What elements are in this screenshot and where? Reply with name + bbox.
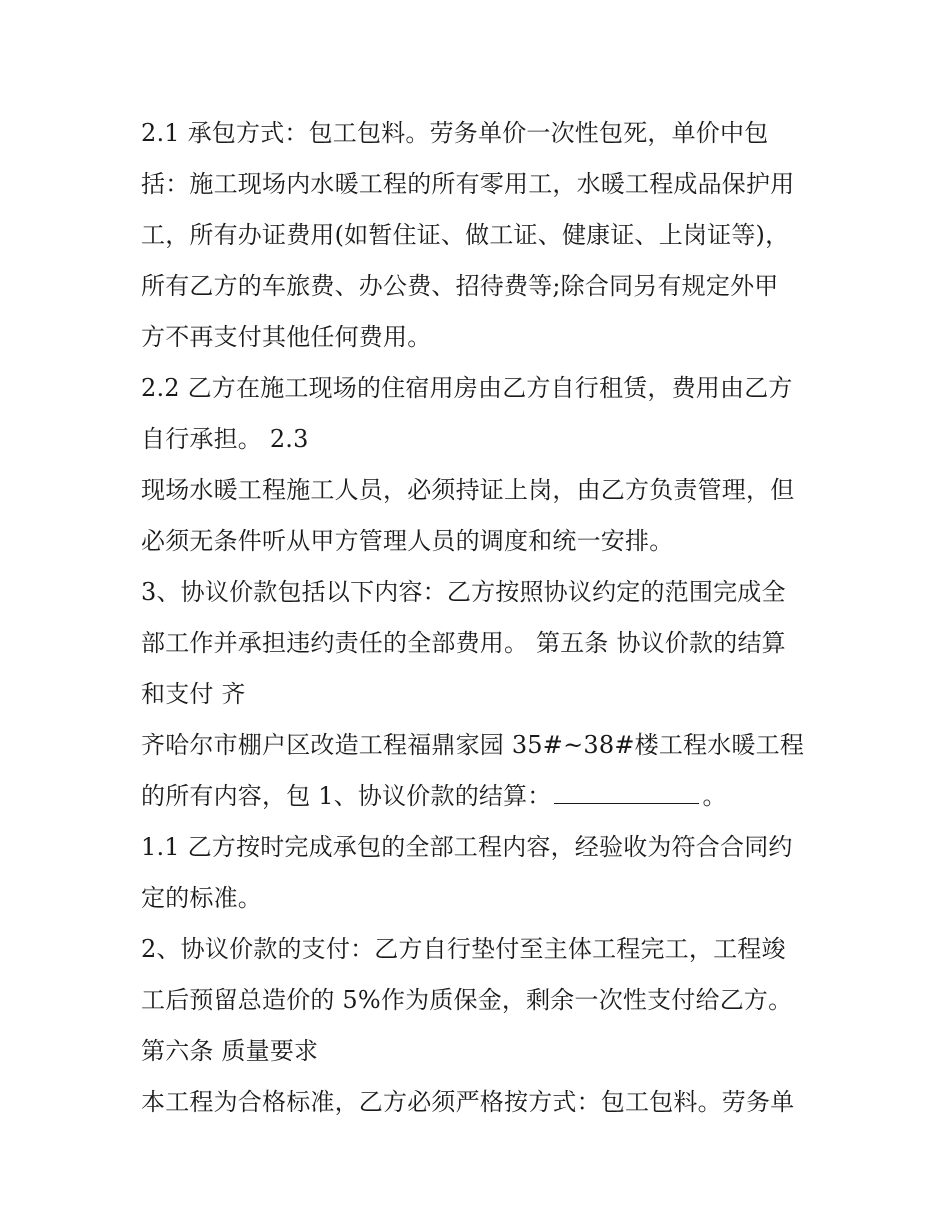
- text-line: 2、协议价款的支付：乙方自行垫付至主体工程完工，工程竣: [141, 935, 786, 963]
- document-body: [141, 108, 821, 1128]
- text-line: 1.1 乙方按时完成承包的全部工程内容，经验收为符合合同约: [141, 833, 793, 861]
- text-line: 工，所有办证费用(如暂住证、做工证、健康证、上岗证等)，: [141, 221, 790, 249]
- text-line: 方不再支付其他任何费用。: [141, 323, 432, 351]
- text-line: 现场水暖工程施工人员，必须持证上岗，由乙方负责管理，但: [141, 476, 795, 504]
- text-line: 和支付 齐: [141, 680, 246, 708]
- settlement-period: 。: [702, 782, 727, 810]
- text-line: 自行承担。 2.3: [141, 425, 309, 453]
- text-line: 2.1 承包方式：包工包料。劳务单价一次性包死，单价中包: [141, 119, 769, 147]
- text-line: 3、协议价款包括以下内容：乙方按照协议约定的范围完成全: [141, 578, 786, 606]
- settlement-blank-field: [554, 785, 699, 804]
- text-line: 工后预留总造价的 5%作为质保金，剩余一次性支付给乙方。: [141, 986, 793, 1014]
- text-line: 部工作并承担违约责任的全部费用。 第五条 协议价款的结算: [141, 629, 786, 657]
- section-heading: 第六条 质量要求: [141, 1037, 319, 1065]
- text-line: 2.2 乙方在施工现场的住宿用房由乙方自行租赁，费用由乙方: [141, 374, 793, 402]
- text-line: 本工程为合格标准，乙方必须严格按方式：包工包料。劳务单: [141, 1088, 795, 1116]
- text-line: 必须无条件听从甲方管理人员的调度和统一安排。: [141, 527, 674, 555]
- text-line: 定的标准。: [141, 884, 262, 912]
- text-line: 齐哈尔市棚户区改造工程福鼎家园 35#~38#楼工程水暖工程: [141, 731, 805, 759]
- settlement-label: 的所有内容，包 1、协议价款的结算：: [141, 782, 552, 810]
- text-line: 括：施工现场内水暖工程的所有零用工，水暖工程成品保护用: [141, 170, 795, 198]
- text-line: 所有乙方的车旅费、办公费、招待费等;除合同另有规定外甲: [141, 272, 779, 300]
- text-line-with-blank: [141, 771, 821, 822]
